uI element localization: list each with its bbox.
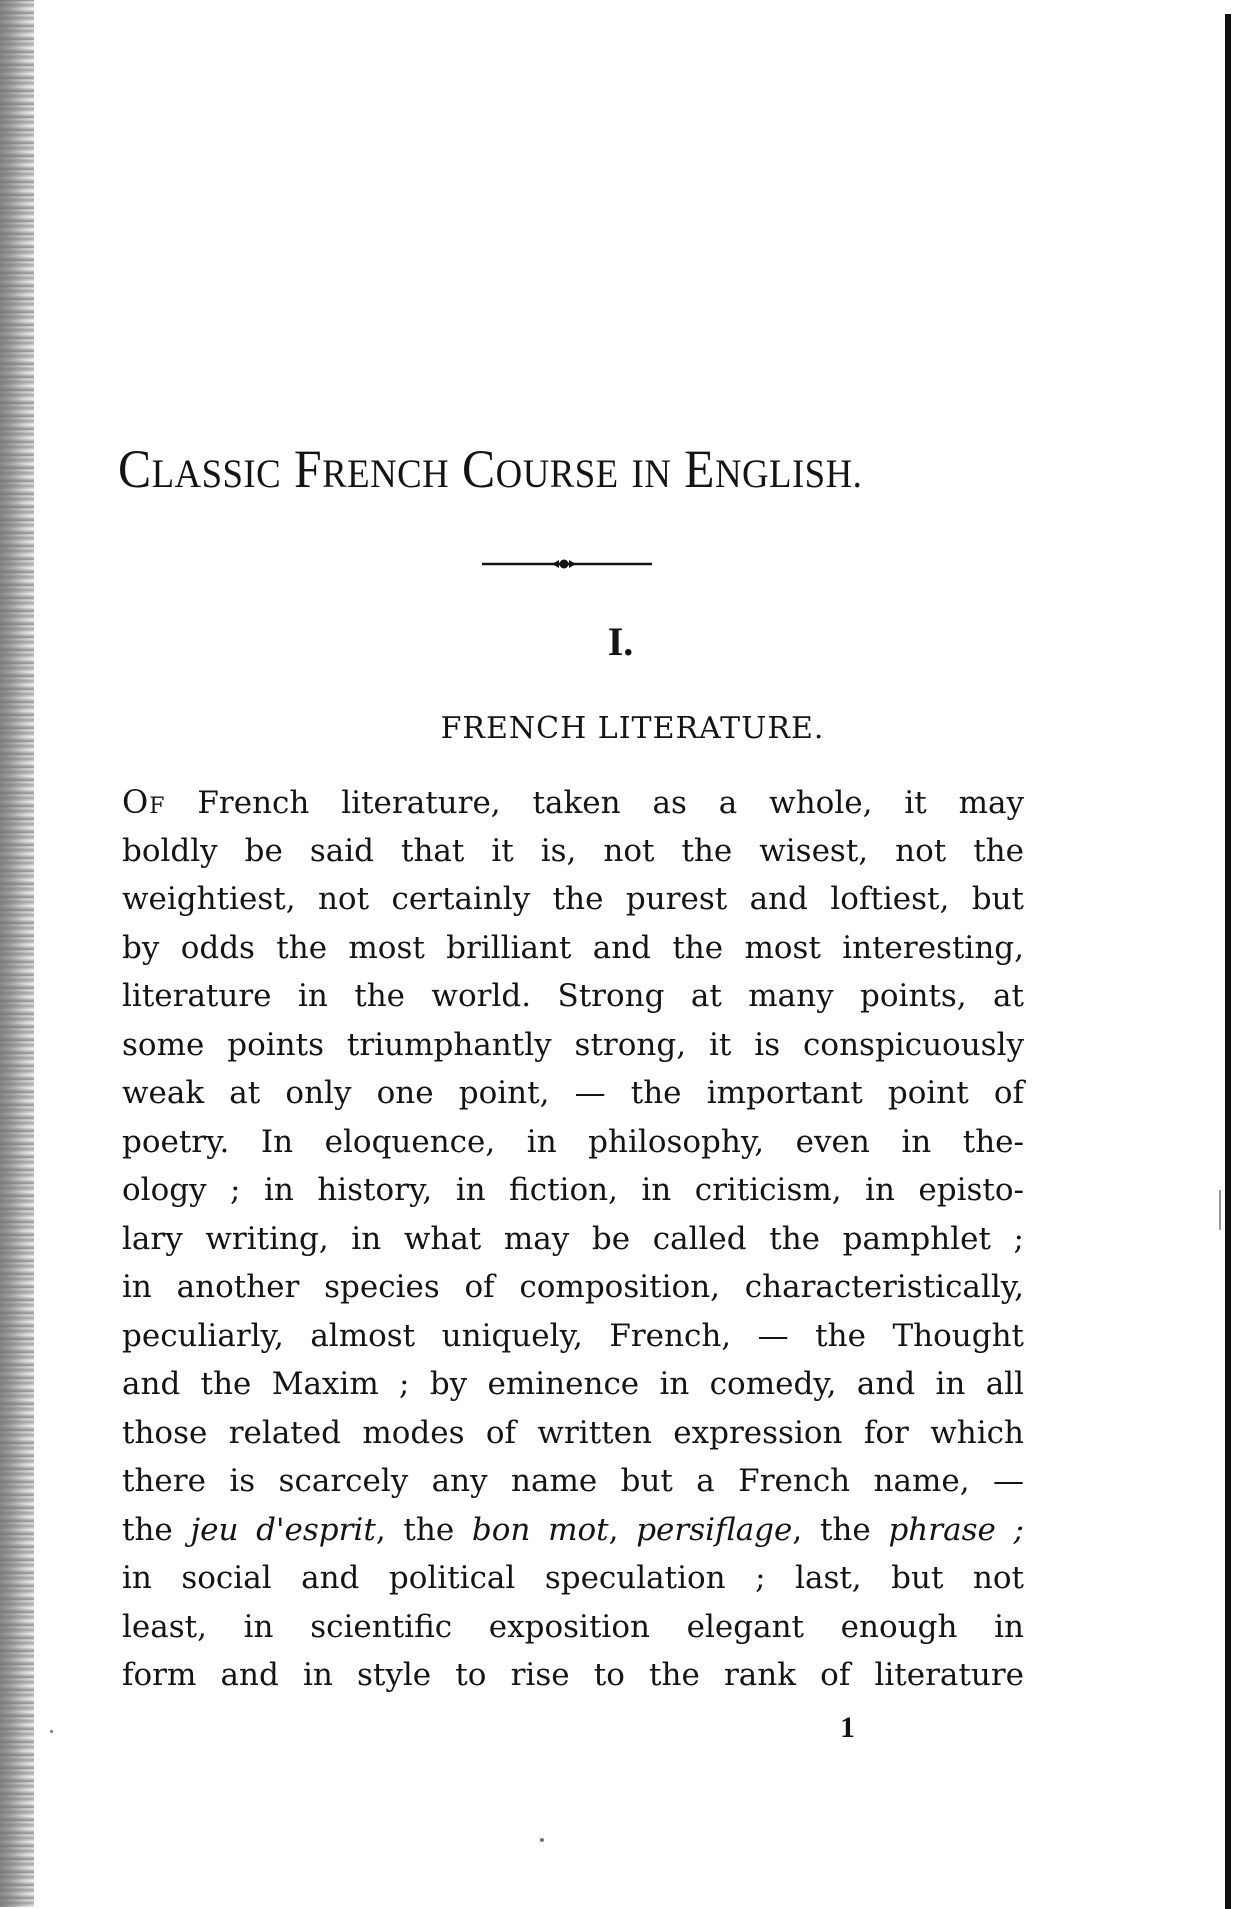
scan-speck — [540, 1838, 544, 1842]
text-fragment: , the — [792, 1511, 889, 1548]
smallcaps-initial: O — [122, 783, 150, 821]
italic-term: bon mot — [471, 1511, 609, 1548]
text-line: there is scarcely any name but a French name, — — [122, 1463, 1024, 1499]
scanned-binding-edge — [0, 0, 34, 1907]
text-line: and the Maxim ; by eminence in comedy, and in all — [122, 1366, 1024, 1402]
text-line: poetry. In eloquence, in philosophy, even in the- — [122, 1123, 1024, 1160]
text-line: boldly be said that it is, not the wisest, not the — [122, 832, 1024, 869]
text-line: ology ; in history, in fiction, in criticism, in episto- — [122, 1172, 1024, 1208]
title-smallcaps: NGLISH. — [714, 451, 863, 496]
title-smallcaps: OURSE — [495, 451, 619, 496]
text-line: literature in the world. Strong at many points, at — [122, 978, 1024, 1014]
title-initial: I — [631, 451, 645, 496]
italic-term: jeu d'esprit — [190, 1511, 376, 1548]
book-title — [118, 438, 946, 500]
body-text — [122, 778, 1024, 1700]
title-smallcaps: LASSIC — [151, 451, 282, 496]
text-line: form and in style to rise to the rank of literature — [122, 1657, 1024, 1693]
scanned-page-edge — [1225, 14, 1231, 1909]
title-initial: C — [462, 439, 496, 499]
text-line: weightiest, not certainly the purest and loftiest, but — [122, 881, 1024, 917]
text-line-italic-terms — [122, 1506, 1024, 1555]
text-line: peculiarly, almost uniquely, French, — the Thought — [122, 1317, 1024, 1354]
title-initial: E — [684, 439, 715, 499]
italic-term: persiflage — [636, 1511, 793, 1548]
title-smallcaps: N — [644, 451, 672, 496]
page-number: 1 — [840, 1711, 855, 1744]
title-initial: F — [294, 439, 323, 499]
smallcaps-rest: F — [149, 794, 166, 819]
section-title: FRENCH LITERATURE. — [440, 711, 825, 746]
title-initial: C — [118, 439, 152, 499]
text-fragment: the — [122, 1511, 191, 1548]
italic-term: phrase ; — [888, 1511, 1024, 1548]
text-line: those related modes of written expression for which — [122, 1414, 1024, 1451]
text-line: in another species of composition, characteristically, — [122, 1269, 1024, 1305]
text-line: by odds the most brilliant and the most interesting, — [122, 929, 1024, 966]
title-smallcaps: RENCH — [322, 451, 450, 496]
scan-speck — [50, 1730, 53, 1733]
text-fragment: , — [608, 1511, 637, 1548]
text-line: in social and political speculation ; last, but not — [122, 1560, 1024, 1596]
drop-smallcaps — [122, 783, 166, 821]
text-line-content: French literature, taken as a whole, it may — [165, 785, 1024, 821]
text-line: lary writing, in what may be called the pamphlet ; — [122, 1220, 1024, 1257]
text-line — [122, 778, 1024, 827]
text-line: some points triumphantly strong, it is conspicuously — [122, 1026, 1024, 1063]
text-line: least, in scientific exposition elegant enough in — [122, 1608, 1024, 1645]
text-line: weak at only one point, — the important point of — [122, 1075, 1024, 1111]
scan-mark — [1219, 1190, 1221, 1230]
text-fragment: , the — [375, 1511, 472, 1548]
divider-ornament-icon — [482, 557, 652, 571]
chapter-numeral: I. — [607, 619, 634, 664]
